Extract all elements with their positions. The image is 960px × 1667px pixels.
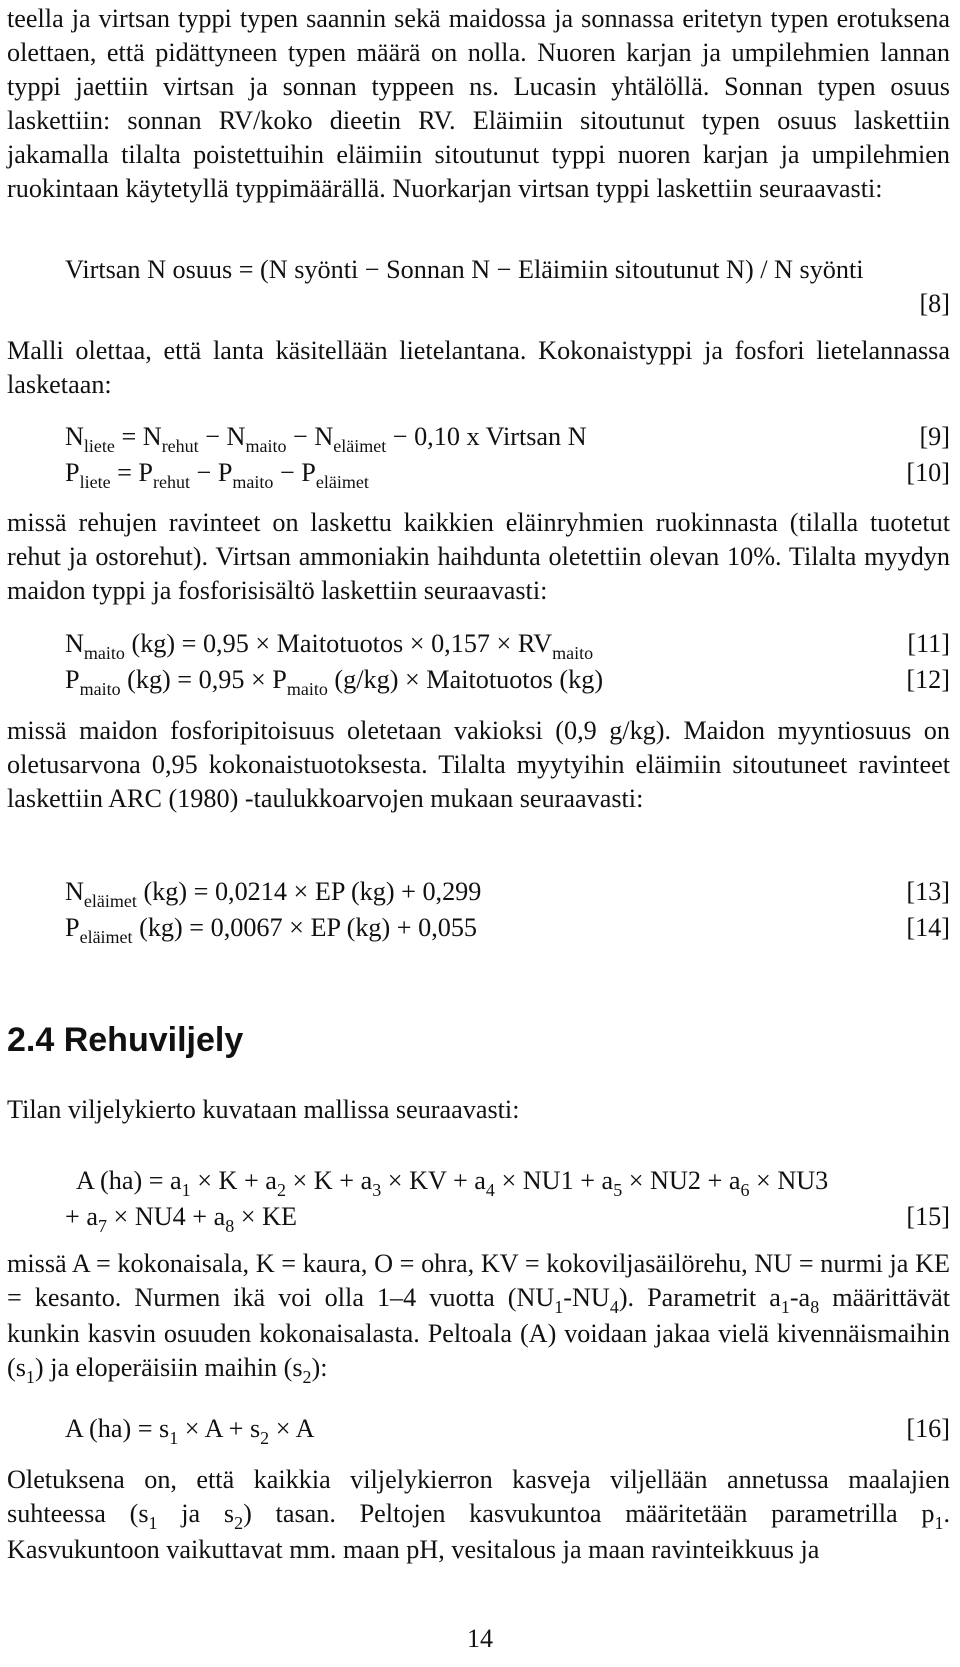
equation-number-11: [11] [907, 629, 950, 658]
equation-9: $N_{liete} = N_{rehut} - N_{maito} - N_{eläimet} - 0,10$ x Virtsan N [65, 422, 587, 456]
equation-14: $P_{eläimet}$ (kg) = 0,0067 × EP (kg) + 0,055 [65, 913, 478, 947]
paragraph-5: Tilan viljelykierto kuvataan mallissa seuraavasti: [7, 1095, 520, 1124]
paragraph-2: Malli olettaa, että lanta käsitellään lietelantana. Kokonaistyppi ja fosfori lietelannassa lasketaan: [7, 336, 950, 399]
equation-16: A $(ha) = s_1 \times A + s_2 \times A$ [65, 1414, 315, 1448]
equation-number-15: [15] [906, 1202, 950, 1231]
paragraph-6: missä A = kokonaisala, K = kaura, O = ohra, KV = kokoviljasäilörehu, NU = nurmi ja KE = kesanto. Nurmen ikä voi olla 1–4 vuotta $(NU_1-NU_4)$. Parametrit $a_1-a_8$ määrittävät kunkin kasvin osuuden kokonaisalasta. Peltoala (A) voidaan jakaa vielä kivennäismaihin $(s_1)$ ja eloperäisiin maihin $(s_2)$: [7, 1249, 950, 1387]
equation-number-8: [8] [919, 289, 950, 318]
paragraph-7: Oletuksena on, että kaikkia viljelykierron kasveja viljellään annetussa maalajien suhteessa ($s_1$ ja $s_2$) tasan. Peltojen kasvukuntoa määritetään parametrilla $p_1$. Kasvukuntoon vaikuttavat mm. maan pH, vesitalous ja maan ravinteikkuus ja [7, 1465, 950, 1564]
equation-11: $N_{maito}$ (kg) = 0,95 × Maitotuotos × $0,157 \times RV_{maito}$ [65, 629, 594, 663]
equation-15-line-1: A $(ha) = a_1 \times K + a_2 \times K + a_3$ × KV + $a_4 \times NU1 + a_5 \times NU2 + a_6 \times NU3$ [76, 1166, 829, 1200]
equation-13: $N_{eläimet}$ (kg) = 0,0214 × EP (kg) + 0,299 [65, 877, 482, 911]
equation-number-9: [9] [919, 422, 950, 451]
paragraph-3: missä rehujen ravinteet on laskettu kaikkien eläinryhmien ruokinnasta (tilalla tuotetut rehut ja ostorehut). Virtsan ammoniakin haihdunta oletettiin olevan 10%. Tilalta myydyn maidon typpi ja fosforisisältö laskettiin seuraavasti: [7, 508, 950, 605]
section-heading: 2.4 Rehuviljely [7, 1021, 244, 1059]
equation-number-13: [13] [906, 877, 950, 906]
equation-8: Virtsan N osuus = (N syönti − Sonnan N − Eläimiin sitoutunut N) / N syönti [65, 255, 864, 284]
equation-number-12: [12] [906, 665, 950, 694]
equation-12: $P_{maito}$ $(kg) = 0,95 \times P_{maito}$ (g/kg) × Maitotuotos (kg) [65, 665, 604, 699]
equation-10: $P_{liete} = P_{rehut} - P_{maito} - P_{eläimet}$ [65, 458, 369, 492]
equation-15-line-2: + $a_7 \times NU4 + a_8$ × KE [65, 1202, 298, 1236]
page-number: 14 [467, 1624, 493, 1653]
equation-number-10: [10] [906, 458, 950, 487]
paragraph-4: missä maidon fosforipitoisuus oletetaan vakioksi (0,9 g/kg). Maidon myyntiosuus on oletusarvona 0,95 kokonaistuotoksesta. Tilalta myytyihin eläimiin sitoutuneet ravinteet laskettiin ARC (1980) -taulukkoarvojen mukaan seuraavasti: [7, 716, 950, 813]
paragraph-1: teella ja virtsan typpi typen saannin sekä maidossa ja sonnassa eritetyn typen erotuksena olettaen, että pidättyneen typen määrä on nolla. Nuoren karjan ja umpilehmien lannan typpi jaettiin virtsan ja sonnan typpeen ns. Lucasin yhtälöllä. Sonnan typen osuus laskettiin: sonnan RV/koko dieetin RV. Eläimiin sitoutunut typen osuus laskettiin jakamalla tilalta poistettuihin eläimiin sitoutunut typpi nuoren karjan ja umpilehmien ruokintaan käytetyllä typpimäärällä. Nuorkarjan virtsan typpi laskettiin seuraavasti: [7, 4, 950, 203]
equation-number-16: [16] [906, 1414, 950, 1443]
equation-number-14: [14] [906, 913, 950, 942]
